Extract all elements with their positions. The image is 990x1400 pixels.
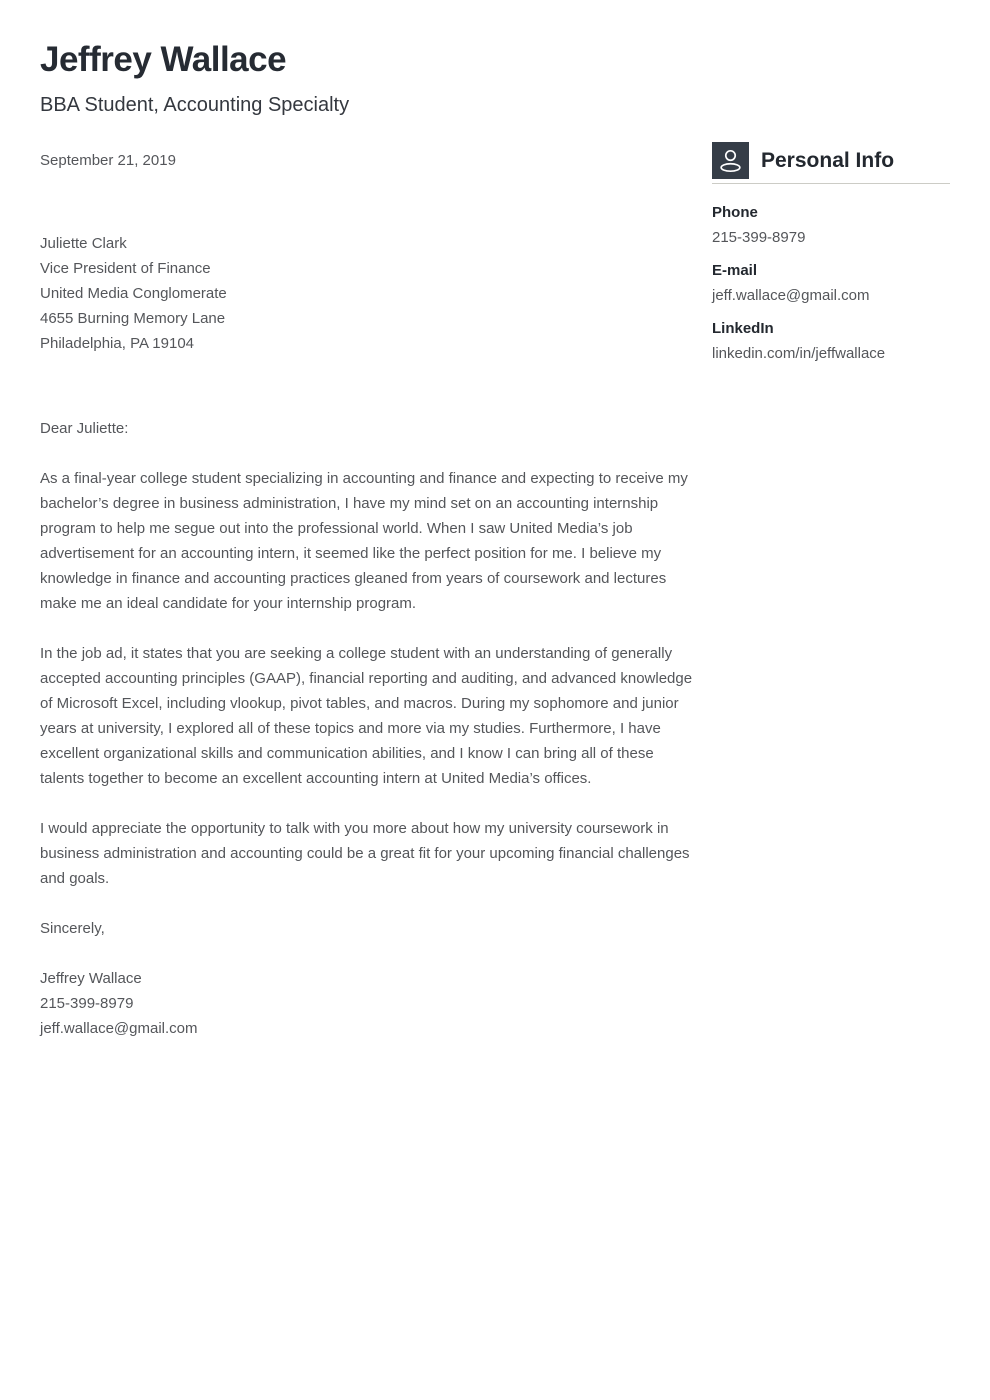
linkedin-label: LinkedIn — [712, 320, 774, 337]
paragraph-3: I would appreciate the opportunity to talk with you more about how my university coursework in business administration and accounting could be a great fit for your upcoming financial challenges and goals. — [40, 820, 690, 887]
recipient-role: Vice President of Finance — [40, 260, 211, 277]
letter-date: September 21, 2019 — [40, 152, 176, 169]
page-title: Jeffrey Wallace — [40, 40, 287, 79]
sidebar-items — [712, 200, 950, 366]
email-value: jeff.wallace@gmail.com — [712, 287, 870, 304]
person-icon — [712, 142, 749, 179]
job-title: BBA Student, Accounting Specialty — [40, 94, 350, 116]
recipient-block — [40, 231, 695, 356]
paragraph-2: In the job ad, it states that you are seeking a college student with an understanding of generally accepted accounting principles (GAAP), financial reporting and auditing, and advanced knowledge of Microsoft Excel, including vlookup, pivot tables, and macros. During my sophomore and junior years at university, I explored all of these topics and more via my studies. Furthermore, I have excellent organizational skills and communication abilities, and I know I can bring all of these talents together to become an excellent accounting intern at United Media’s offices. — [40, 645, 693, 787]
sidebar-divider — [712, 183, 950, 184]
recipient-city: Philadelphia, PA 19104 — [40, 335, 195, 352]
email-label: E-mail — [712, 262, 758, 279]
signature-phone: 215-399-8979 — [40, 995, 134, 1012]
closing: Sincerely, — [40, 920, 105, 937]
sidebar-item-email — [712, 258, 950, 308]
paragraph-1: As a final-year college student specializing in accounting and finance and expecting to receive my bachelor’s degree in business administration, I have my mind set on an accounting internship program to help me segue out into the professional world. When I saw United Media’s job advertisement for an accounting intern, it seemed like the perfect position for me. I believe my knowledge in finance and accounting practices gleaned from years of coursework and lectures make me an ideal candidate for your internship program. — [40, 470, 688, 612]
recipient-name: Juliette Clark — [40, 235, 127, 252]
salutation: Dear Juliette: — [40, 420, 129, 437]
phone-value: 215-399-8979 — [712, 229, 806, 246]
letter-body — [40, 40, 695, 1041]
phone-label: Phone — [712, 204, 758, 221]
sidebar-item-phone — [712, 200, 950, 250]
sidebar-header — [712, 142, 950, 179]
sidebar-title: Personal Info — [761, 148, 895, 172]
linkedin-value: linkedin.com/in/jeffwallace — [712, 345, 886, 362]
personal-info-sidebar — [712, 142, 950, 374]
signature-block — [40, 966, 695, 1041]
recipient-company: United Media Conglomerate — [40, 285, 227, 302]
recipient-street: 4655 Burning Memory Lane — [40, 310, 226, 327]
signature-email: jeff.wallace@gmail.com — [40, 1020, 198, 1037]
sidebar-item-linkedin — [712, 316, 950, 366]
signature-name: Jeffrey Wallace — [40, 970, 142, 987]
